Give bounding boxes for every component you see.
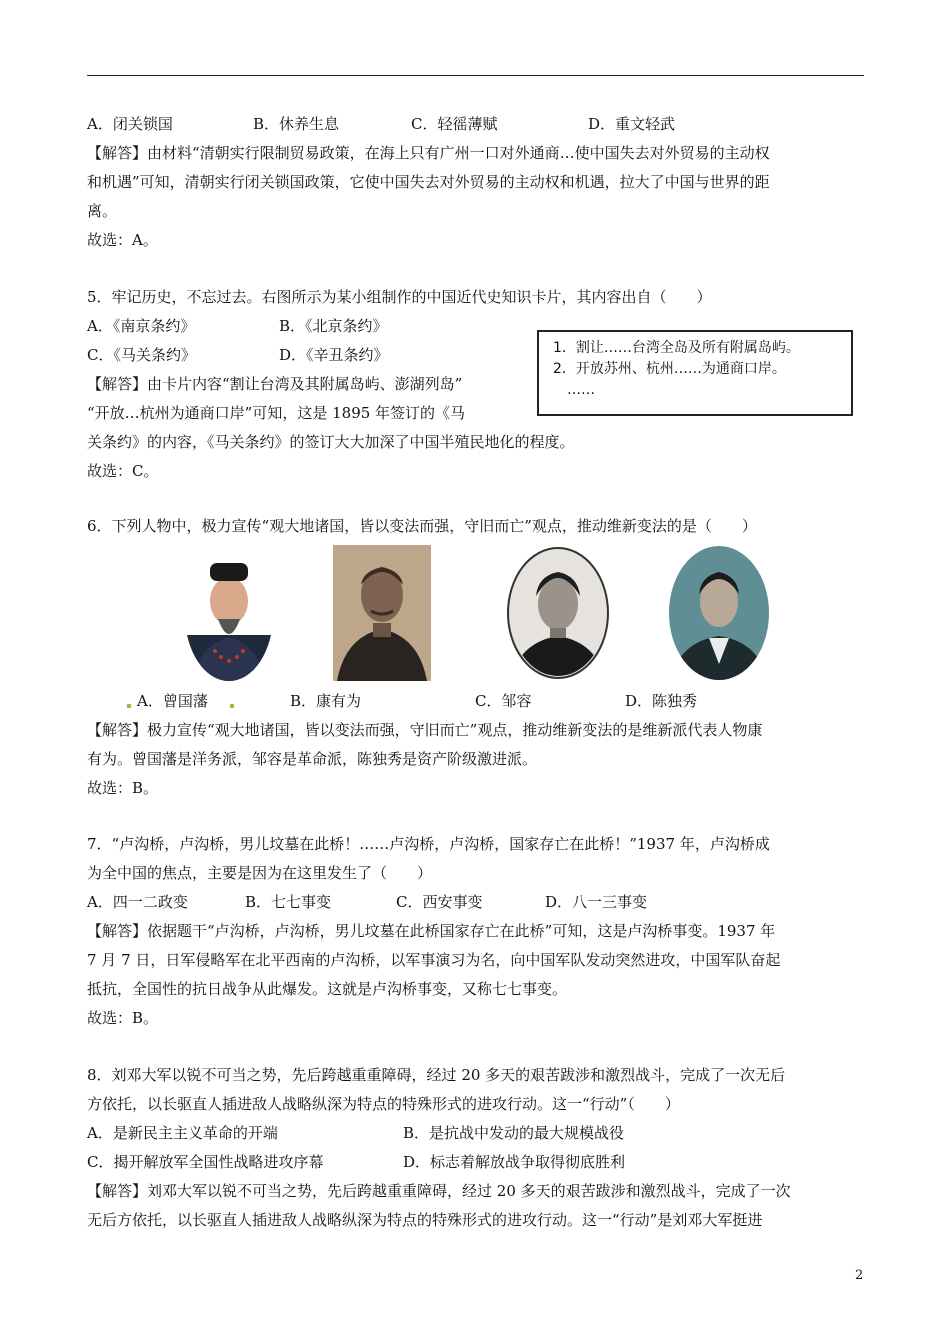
portrait-zeng-guofan <box>185 549 273 681</box>
q6-stem <box>87 512 865 541</box>
q4-answer-line: 离。 <box>87 202 118 220</box>
q4-option-b[interactable]: B．休养生息 <box>253 115 340 133</box>
decorative-dot <box>127 704 131 708</box>
q4-choice: 故选：A。 <box>87 231 158 249</box>
q7-answer-line: 抵抗，全国性的抗日战争从此爆发。这就是卢沟桥事变，又称七七事变。 <box>87 980 568 998</box>
page-number: 2 <box>855 1268 864 1283</box>
q5-stem <box>87 283 865 312</box>
card-line: 1．割让……台湾全岛及所有附属岛屿。 <box>553 340 800 356</box>
q5-answer-line: 【解答】由卡片内容“割让台湾及其附属岛屿、澎湖列岛” <box>87 375 463 393</box>
q4-option-a[interactable]: A．闭关锁国 <box>87 115 173 133</box>
knowledge-card <box>537 330 853 416</box>
q4-answer <box>87 139 865 255</box>
q5-answer <box>87 370 575 486</box>
card-line: …… <box>567 382 595 398</box>
portrait-kang-youwei <box>333 545 431 681</box>
q5-stem-line: 5．牢记历史，不忘过去。右图所示为某小组制作的中国近代史知识卡片，其内容出自（ ） <box>87 288 712 306</box>
q7-stem-line: 为全中国的焦点，主要是因为在这里发生了（ ） <box>87 864 433 882</box>
q5-answer-line: 关条约》的内容，《马关条约》的签订大大加深了中国半殖民地化的程度。 <box>87 433 575 451</box>
q7-option-d[interactable]: D．八一三事变 <box>545 893 648 911</box>
q5-option-c[interactable]: C．《马关条约》 <box>87 346 196 364</box>
q8-stem <box>87 1061 865 1119</box>
q7-option-a[interactable]: A．四一二政变 <box>87 893 188 911</box>
q8-stem-line: 8．刘邓大军以锐不可当之势，先后跨越重重障碍，经过 20 多天的艰苦跋涉和激烈战斗，完成了一次无后 <box>87 1066 786 1084</box>
q6-option-c[interactable]: C．邹容 <box>475 692 532 710</box>
q6-answer <box>87 716 865 803</box>
q5-answer-line: “开放…杭州为通商口岸”可知，这是 1895 年签订的《马 <box>87 404 466 422</box>
q4-answer-line: 【解答】由材料“清朝实行限制贸易政策，在海上只有广州一口对外通商…使中国失去对外贸易的主动权 <box>87 144 770 162</box>
q6-choice: 故选：B。 <box>87 779 159 797</box>
q5-option-a[interactable]: A．《南京条约》 <box>87 317 196 335</box>
q8-option-a[interactable]: A．是新民主主义革命的开端 <box>87 1124 278 1142</box>
q8-answer-line: 【解答】刘邓大军以锐不可当之势，先后跨越重重障碍，经过 20 多天的艰苦跋涉和激烈战斗，完成了一次 <box>87 1182 791 1200</box>
q7-choice: 故选：B。 <box>87 1009 159 1027</box>
q6-answer-line: 【解答】极力宣传“观大地诸国，皆以变法而强，守旧而亡”观点，推动维新变法的是维新派代表人物康 <box>87 721 763 739</box>
q8-option-d[interactable]: D．标志着解放战争取得彻底胜利 <box>403 1153 626 1171</box>
q8-answer <box>87 1177 865 1235</box>
q6-answer-line: 有为。曾国藩是洋务派，邹容是革命派，陈独秀是资产阶级激进派。 <box>87 750 538 768</box>
q5-option-d[interactable]: D．《辛丑条约》 <box>279 346 389 364</box>
q7-answer-line: 【解答】依据题干“卢沟桥，卢沟桥，男儿坟墓在此桥国家存亡在此桥”可知，这是卢沟桥事变。1937 年 <box>87 922 776 940</box>
q7-answer-line: 7 月 7 日，日军侵略军在北平西南的卢沟桥，以军事演习为名，向中国军队发动突然进攻，中国军队奋起 <box>87 951 781 969</box>
portrait-chen-duxiu <box>669 546 769 680</box>
q4-answer-line: 和机遇”可知，清朝实行闭关锁国政策，它使中国失去对外贸易的主动权和机遇，拉大了中国与世界的距 <box>87 173 770 191</box>
q8-stem-line: 方依托，以长驱直人插进敌人战略纵深为特点的特殊形式的进攻行动。这一“行动”（ ） <box>87 1095 680 1113</box>
decorative-dot <box>230 704 234 708</box>
q8-option-c[interactable]: C．揭开解放军全国性战略进攻序幕 <box>87 1153 324 1171</box>
q6-option-d[interactable]: D．陈独秀 <box>625 692 698 710</box>
q7-stem <box>87 830 865 888</box>
card-line: 2．开放苏州、杭州……为通商口岸。 <box>553 361 786 377</box>
q8-option-b[interactable]: B．是抗战中发动的最大规模战役 <box>403 1124 625 1142</box>
q5-choice: 故选：C。 <box>87 462 159 480</box>
q7-option-b[interactable]: B．七七事变 <box>245 893 332 911</box>
q8-answer-line: 无后方依托，以长驱直人插进敌人战略纵深为特点的特殊形式的进攻行动。这一“行动”是刘邓大军挺进 <box>87 1211 763 1229</box>
q7-stem-line: 7．“卢沟桥，卢沟桥，男儿坟墓在此桥！……卢沟桥，卢沟桥，国家存亡在此桥！”1937 年，卢沟桥成 <box>87 835 770 853</box>
portrait-zou-rong <box>506 546 610 680</box>
q7-answer <box>87 917 865 1033</box>
q4-option-c[interactable]: C．轻徭薄赋 <box>411 115 498 133</box>
q4-option-d[interactable]: D．重文轻武 <box>588 115 676 133</box>
q6-option-a[interactable]: A．曾国藩 <box>137 692 208 710</box>
header-rule <box>87 75 864 76</box>
q7-option-c[interactable]: C．西安事变 <box>396 893 483 911</box>
q5-option-b[interactable]: B．《北京条约》 <box>279 317 388 335</box>
q6-option-b[interactable]: B．康有为 <box>290 692 362 710</box>
q6-stem-line: 6．下列人物中，极力宣传“观大地诸国，皆以变法而强，守旧而亡”观点，推动维新变法的是（ ） <box>87 517 757 535</box>
